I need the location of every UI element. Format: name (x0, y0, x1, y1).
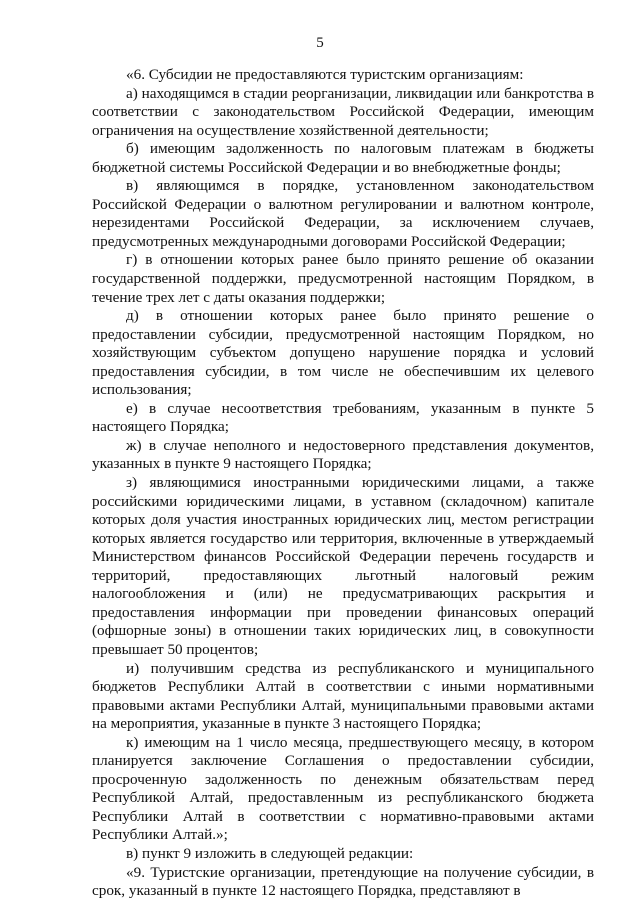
paragraph-zh: ж) в случае неполного и недостоверного представления документов, указанных в пункте 9 настоящего Порядка; (92, 436, 594, 473)
paragraph-amend: в) пункт 9 изложить в следующей редакции: (126, 844, 414, 862)
paragraph-e: е) в случае несоответствия требованиям, указанным в пункте 5 настоящего Порядка; (92, 399, 594, 436)
paragraph-intro: «6. Субсидии не предоставляются туристским организациям: (126, 66, 524, 83)
paragraph-z: з) являющимися иностранными юридическими лицами, а также российскими юридическими лицами, в уставном (складочном) капитале которых доля участия иностранных юридических лиц, местом регистрации которых является государство или территория, включенные в утверждаемый Министерством финансов Российской Федерации перечень государств и территорий, предоставляющих льготный налоговый режим налогообложения и (или) не предусматривающих раскрытия и предоставления информации при проведении финансовых операций (офшорные зоны) в отношении таких юридических лиц, в совокупности превышает 50 процентов; (92, 474, 594, 658)
paragraph-v: в) являющимся в порядке, установленном законодательством Российской Федерации о валютном регулировании и валютном контроле, нерезидентами Российской Федерации, за исключением случаев, предусмотренных международными договорами Российской Федерации; (92, 177, 594, 250)
document-body (92, 66, 594, 901)
page-number: 5 (316, 35, 324, 51)
paragraph-b: б) имеющим задолженность по налоговым платежам в бюджеты бюджетной системы Российской Федерации и во внебюджетные фонды; (92, 140, 594, 176)
paragraph-d: д) в отношении которых ранее было принято решение о предоставлении субсидии, предусмотренной настоящим Порядком, но хозяйствующим субъектом допущено нарушение порядка и условий предоставления субсидии, в том числе не обеспечившим их целевого использования; (92, 307, 594, 399)
paragraph-i: и) получившим средства из республиканского и муниципального бюджетов Республики Алтай в соответствии с иными нормативными правовыми актами Республики Алтай, муниципальными правовыми актами на мероприятия, указанные в пункте 3 настоящего Порядка; (92, 659, 594, 733)
paragraph-9: «9. Туристские организации, претендующие на получение субсидии, в срок, указанный в пункте 12 настоящего Порядка, представляют в (92, 863, 594, 900)
paragraph-g: г) в отношении которых ранее было принято решение об оказании государственной поддержки, предусмотренной настоящим Порядком, в течение трех лет с даты оказания поддержки; (92, 251, 594, 306)
paragraph-k: к) имеющим на 1 число месяца, предшествующего месяцу, в котором планируется заключение Соглашения о предоставлении субсидии, просроченную задолженность по денежным обязательствам перед Республикой Алтай, предоставленным из республиканского бюджета Республики Алтай в соответствии с нормативно-правовыми актами Республики Алтай.»; (92, 733, 594, 844)
paragraph-a: а) находящимся в стадии реорганизации, ликвидации или банкротства в соответствии с законодательством Российской Федерации, имеющим ограничения на осуществление хозяйственной деятельности; (92, 84, 594, 139)
